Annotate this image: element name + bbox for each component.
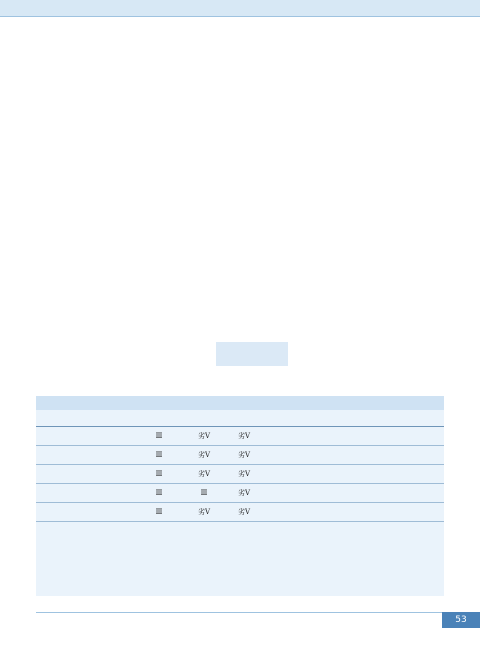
- table-cell: 劣Ⅴ: [184, 465, 224, 484]
- table-cell: [78, 446, 134, 465]
- table-caption-bar: [36, 396, 444, 410]
- table-row: [36, 503, 444, 522]
- table-cell: 劣Ⅴ: [224, 465, 264, 484]
- table-cell: [334, 446, 444, 465]
- table-row: [36, 465, 444, 484]
- table-cell: [78, 484, 134, 503]
- column-header: [264, 412, 334, 427]
- column-header: [224, 412, 264, 427]
- table-row: [36, 446, 444, 465]
- header-rule: [0, 16, 480, 17]
- table-cell: [78, 427, 134, 446]
- table-cell: [264, 427, 334, 446]
- table-cell: [334, 465, 444, 484]
- table-cell: [36, 465, 78, 484]
- table-cell: Ⅲ: [134, 503, 184, 522]
- table-cell: 劣Ⅴ: [184, 427, 224, 446]
- page-number: 53: [442, 612, 480, 628]
- column-header: [134, 412, 184, 427]
- table-cell: Ⅲ: [184, 484, 224, 503]
- table-cell: [36, 446, 78, 465]
- table-cell: Ⅲ: [134, 446, 184, 465]
- table-cell: [78, 503, 134, 522]
- table-cell: 劣Ⅴ: [224, 427, 264, 446]
- table-row: [36, 484, 444, 503]
- header-band: [0, 0, 480, 16]
- table-cell: [334, 484, 444, 503]
- table-cell: [264, 503, 334, 522]
- table-cell: [264, 484, 334, 503]
- table-cell: [78, 465, 134, 484]
- table-cell: [264, 446, 334, 465]
- table-header-row: [36, 412, 444, 427]
- table-cell: [36, 503, 78, 522]
- footer-rule: [36, 612, 444, 613]
- section-title: [216, 342, 288, 366]
- column-header: [184, 412, 224, 427]
- table-cell: 劣Ⅴ: [224, 503, 264, 522]
- table-cell: [334, 503, 444, 522]
- table-cell: [334, 427, 444, 446]
- column-header: [36, 412, 78, 427]
- table-cell: [264, 465, 334, 484]
- table-cell: 劣Ⅴ: [184, 503, 224, 522]
- table-cell: [36, 427, 78, 446]
- table-cell: [36, 484, 78, 503]
- table-cell: 劣Ⅴ: [224, 484, 264, 503]
- text-column-3: [308, 22, 438, 392]
- column-header: [334, 412, 444, 427]
- table-cell: 劣Ⅴ: [184, 446, 224, 465]
- column-header: [78, 412, 134, 427]
- table-cell: 劣Ⅴ: [224, 446, 264, 465]
- table-row: [36, 427, 444, 446]
- water-quality-table: [36, 396, 444, 596]
- text-column-2: [172, 22, 302, 392]
- table-cell: Ⅲ: [134, 484, 184, 503]
- table-cell: Ⅲ: [134, 465, 184, 484]
- data-table: [36, 412, 444, 522]
- text-column-1: [36, 22, 166, 392]
- table-cell: Ⅲ: [134, 427, 184, 446]
